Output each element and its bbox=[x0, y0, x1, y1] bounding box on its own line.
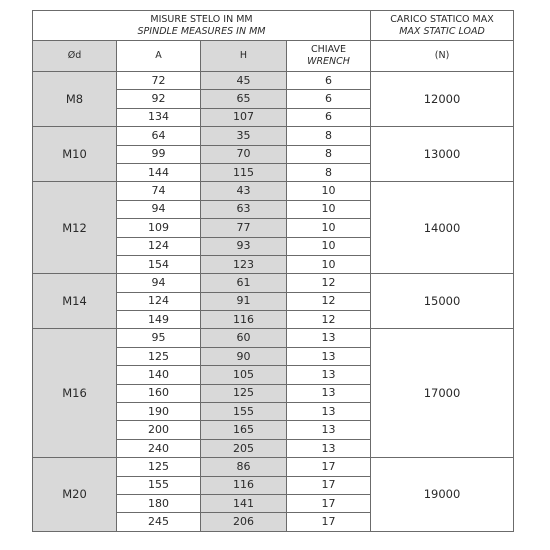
wrench-title-it: CHIAVE bbox=[311, 44, 346, 55]
static-load-cell: 14000 bbox=[371, 182, 514, 274]
a-cell: 190 bbox=[117, 403, 201, 421]
static-load-cell: 12000 bbox=[371, 72, 514, 127]
wrench-cell: 12 bbox=[287, 274, 371, 292]
h-cell: 35 bbox=[201, 127, 287, 145]
a-cell: 140 bbox=[117, 366, 201, 384]
h-cell: 115 bbox=[201, 163, 287, 181]
h-cell: 141 bbox=[201, 494, 287, 512]
h-cell: 91 bbox=[201, 292, 287, 310]
column-header-row bbox=[33, 41, 514, 72]
wrench-cell: 13 bbox=[287, 403, 371, 421]
wrench-title-en: WRENCH bbox=[307, 56, 350, 67]
diameter-cell: M20 bbox=[33, 458, 117, 532]
h-cell: 61 bbox=[201, 274, 287, 292]
table-row bbox=[33, 127, 514, 145]
h-cell: 63 bbox=[201, 200, 287, 218]
a-cell: 240 bbox=[117, 439, 201, 457]
h-cell: 206 bbox=[201, 513, 287, 531]
wrench-cell: 8 bbox=[287, 163, 371, 181]
h-cell: 43 bbox=[201, 182, 287, 200]
a-cell: 245 bbox=[117, 513, 201, 531]
diameter-cell: M14 bbox=[33, 274, 117, 329]
spindle-measures-header bbox=[33, 11, 371, 41]
wrench-cell: 13 bbox=[287, 366, 371, 384]
table-row bbox=[33, 72, 514, 90]
h-cell: 90 bbox=[201, 347, 287, 365]
h-cell: 155 bbox=[201, 403, 287, 421]
h-cell: 125 bbox=[201, 384, 287, 402]
h-cell: 107 bbox=[201, 108, 287, 126]
a-cell: 125 bbox=[117, 458, 201, 476]
col-header-wrench bbox=[287, 41, 371, 72]
a-cell: 72 bbox=[117, 72, 201, 90]
h-cell: 116 bbox=[201, 476, 287, 494]
table-header-row bbox=[33, 11, 514, 41]
static-load-cell: 19000 bbox=[371, 458, 514, 532]
static-load-cell: 13000 bbox=[371, 127, 514, 182]
a-cell: 155 bbox=[117, 476, 201, 494]
diameter-cell: M10 bbox=[33, 127, 117, 182]
h-cell: 70 bbox=[201, 145, 287, 163]
wrench-cell: 12 bbox=[287, 311, 371, 329]
wrench-cell: 13 bbox=[287, 439, 371, 457]
wrench-cell: 17 bbox=[287, 458, 371, 476]
spindle-spec-table bbox=[32, 10, 514, 532]
a-cell: 180 bbox=[117, 494, 201, 512]
a-cell: 124 bbox=[117, 292, 201, 310]
static-load-cell: 17000 bbox=[371, 329, 514, 458]
wrench-cell: 13 bbox=[287, 347, 371, 365]
a-cell: 149 bbox=[117, 311, 201, 329]
a-cell: 200 bbox=[117, 421, 201, 439]
diameter-cell: M8 bbox=[33, 72, 117, 127]
col-header-a: A bbox=[117, 41, 201, 72]
diameter-cell: M12 bbox=[33, 182, 117, 274]
h-cell: 77 bbox=[201, 219, 287, 237]
wrench-cell: 17 bbox=[287, 476, 371, 494]
wrench-cell: 17 bbox=[287, 513, 371, 531]
wrench-cell: 10 bbox=[287, 219, 371, 237]
a-cell: 154 bbox=[117, 255, 201, 273]
static-load-title-it: CARICO STATICO MAX bbox=[390, 13, 494, 25]
table-row bbox=[33, 329, 514, 347]
table-row bbox=[33, 182, 514, 200]
wrench-cell: 17 bbox=[287, 494, 371, 512]
wrench-cell: 10 bbox=[287, 255, 371, 273]
spindle-measures-title-it: MISURE STELO IN MM bbox=[150, 13, 253, 25]
wrench-cell: 13 bbox=[287, 384, 371, 402]
h-cell: 45 bbox=[201, 72, 287, 90]
wrench-cell: 6 bbox=[287, 90, 371, 108]
h-cell: 165 bbox=[201, 421, 287, 439]
static-load-title-en: MAX STATIC LOAD bbox=[399, 25, 485, 37]
wrench-cell: 12 bbox=[287, 292, 371, 310]
a-cell: 92 bbox=[117, 90, 201, 108]
wrench-cell: 10 bbox=[287, 182, 371, 200]
wrench-cell: 6 bbox=[287, 108, 371, 126]
static-load-cell: 15000 bbox=[371, 274, 514, 329]
col-header-h: H bbox=[201, 41, 287, 72]
col-header-load-unit: (N) bbox=[371, 41, 514, 72]
table-row bbox=[33, 458, 514, 476]
h-cell: 116 bbox=[201, 311, 287, 329]
h-cell: 65 bbox=[201, 90, 287, 108]
wrench-cell: 13 bbox=[287, 329, 371, 347]
a-cell: 74 bbox=[117, 182, 201, 200]
a-cell: 125 bbox=[117, 347, 201, 365]
a-cell: 134 bbox=[117, 108, 201, 126]
wrench-cell: 13 bbox=[287, 421, 371, 439]
a-cell: 124 bbox=[117, 237, 201, 255]
wrench-cell: 6 bbox=[287, 72, 371, 90]
a-cell: 109 bbox=[117, 219, 201, 237]
h-cell: 105 bbox=[201, 366, 287, 384]
a-cell: 94 bbox=[117, 200, 201, 218]
a-cell: 64 bbox=[117, 127, 201, 145]
h-cell: 86 bbox=[201, 458, 287, 476]
table-row bbox=[33, 274, 514, 292]
wrench-cell: 10 bbox=[287, 200, 371, 218]
a-cell: 144 bbox=[117, 163, 201, 181]
col-header-d: Ød bbox=[33, 41, 117, 72]
h-cell: 60 bbox=[201, 329, 287, 347]
spindle-measures-title-en: SPINDLE MEASURES IN MM bbox=[137, 25, 266, 37]
h-cell: 93 bbox=[201, 237, 287, 255]
h-cell: 205 bbox=[201, 439, 287, 457]
a-cell: 99 bbox=[117, 145, 201, 163]
wrench-cell: 8 bbox=[287, 145, 371, 163]
a-cell: 95 bbox=[117, 329, 201, 347]
h-cell: 123 bbox=[201, 255, 287, 273]
a-cell: 94 bbox=[117, 274, 201, 292]
wrench-cell: 10 bbox=[287, 237, 371, 255]
a-cell: 160 bbox=[117, 384, 201, 402]
wrench-cell: 8 bbox=[287, 127, 371, 145]
diameter-cell: M16 bbox=[33, 329, 117, 458]
static-load-header bbox=[371, 11, 514, 41]
